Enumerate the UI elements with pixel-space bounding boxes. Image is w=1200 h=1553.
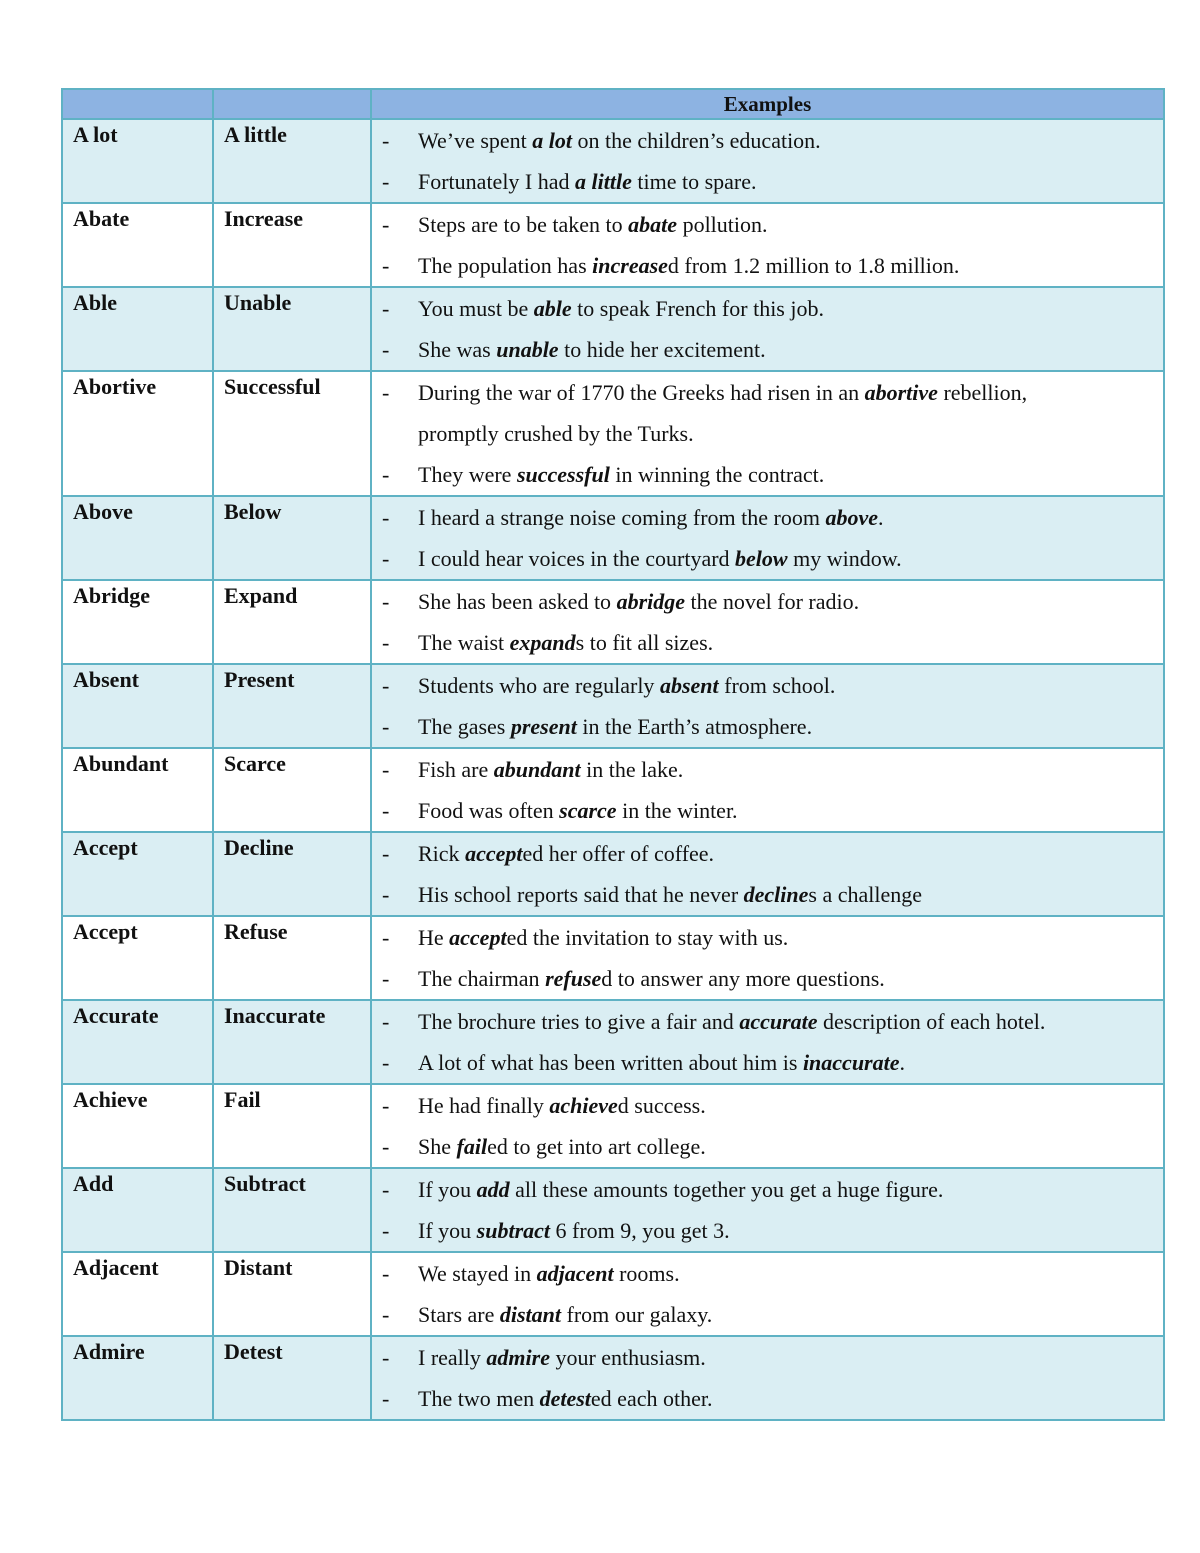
example-sentence (372, 1169, 1163, 1210)
bullet-dash: - (382, 462, 390, 487)
example-sentence (372, 749, 1163, 790)
table-row (62, 748, 1164, 832)
antonym-cell: Scarce (213, 748, 371, 832)
table-row (62, 119, 1164, 203)
bullet-dash: - (382, 212, 390, 237)
highlighted-word: accept (449, 925, 507, 950)
example-sentence (372, 1085, 1163, 1126)
examples-cell (371, 580, 1164, 664)
example-sentence (372, 581, 1163, 622)
examples-cell (371, 119, 1164, 203)
highlighted-word: detest (539, 1386, 591, 1411)
table-row (62, 580, 1164, 664)
highlighted-word: accept (465, 841, 523, 866)
sentence-text (418, 958, 1163, 999)
bullet-dash: - (382, 966, 390, 991)
table-row (62, 371, 1164, 496)
header-row (62, 89, 1164, 119)
example-text: ed her offer of coffee. (522, 841, 715, 866)
sentence-text (418, 329, 1163, 370)
example-text: ed the invitation to stay with us. (506, 925, 789, 950)
sentence-text (418, 120, 1163, 161)
example-text: The gases (418, 714, 511, 739)
example-text: I could hear voices in the courtyard (418, 546, 736, 571)
highlighted-word: able (533, 296, 572, 321)
sentence-text (418, 454, 1163, 495)
sentence-text (418, 1126, 1163, 1167)
example-text: s a challenge (808, 882, 923, 907)
example-text: promptly crushed by the Turks. (418, 421, 694, 446)
example-text: on the children’s education. (572, 128, 821, 153)
example-text: Fish are (418, 757, 494, 782)
example-sentence (372, 204, 1163, 245)
example-sentence (372, 1294, 1163, 1335)
example-sentence (372, 288, 1163, 329)
bullet-dash: - (382, 1177, 390, 1202)
antonym-cell: Inaccurate (213, 1000, 371, 1084)
example-text: She (418, 1134, 457, 1159)
table-body (62, 119, 1164, 1420)
bullet-dash: - (382, 798, 390, 823)
table-row (62, 832, 1164, 916)
word-cell: Accept (62, 832, 213, 916)
sentence-text (418, 1253, 1163, 1294)
highlighted-word: scarce (559, 798, 617, 823)
sentence-text (418, 538, 1163, 579)
bullet-dash: - (382, 673, 390, 698)
word-cell: Accurate (62, 1000, 213, 1084)
word-cell: Adjacent (62, 1252, 213, 1336)
example-text: Food was often (418, 798, 560, 823)
sentence-text (418, 204, 1163, 245)
example-sentence (372, 706, 1163, 747)
example-text: I heard a strange noise coming from the room (418, 505, 826, 530)
antonyms-table (61, 88, 1165, 1421)
example-text: from school. (718, 673, 836, 698)
example-sentence (372, 1001, 1163, 1042)
example-text: Rick (418, 841, 466, 866)
highlighted-word: decline (743, 882, 809, 907)
example-sentence (372, 497, 1163, 538)
sentence-text (418, 1294, 1163, 1335)
highlighted-word: distant (499, 1302, 561, 1327)
antonym-cell: Fail (213, 1084, 371, 1168)
sentence-text (418, 665, 1163, 706)
word-cell: Abate (62, 203, 213, 287)
example-sentence (372, 958, 1163, 999)
example-text: my window. (787, 546, 902, 571)
antonym-cell: Subtract (213, 1168, 371, 1252)
antonym-cell: Distant (213, 1252, 371, 1336)
antonym-cell: Unable (213, 287, 371, 371)
word-cell: Accept (62, 916, 213, 1000)
bullet-dash: - (382, 1218, 390, 1243)
bullet-dash: - (382, 630, 390, 655)
example-text: The brochure tries to give a fair and (418, 1009, 740, 1034)
word-cell: Above (62, 496, 213, 580)
highlighted-word: a lot (532, 128, 573, 153)
example-text: d success. (617, 1093, 706, 1118)
example-sentence (372, 790, 1163, 831)
examples-cell (371, 287, 1164, 371)
highlighted-word: adjacent (536, 1261, 614, 1286)
sentence-text (418, 1042, 1163, 1083)
highlighted-word: absent (659, 673, 719, 698)
sentence-text (418, 161, 1163, 202)
example-text: Students who are regularly (418, 673, 660, 698)
bullet-dash: - (382, 1261, 390, 1286)
bullet-dash: - (382, 589, 390, 614)
bullet-dash: - (382, 296, 390, 321)
example-text: in the Earth’s atmosphere. (576, 714, 813, 739)
bullet-dash: - (382, 169, 390, 194)
example-sentence (372, 665, 1163, 706)
examples-cell (371, 1252, 1164, 1336)
bullet-dash: - (382, 757, 390, 782)
highlighted-word: fail (456, 1134, 488, 1159)
examples-cell (371, 371, 1164, 496)
word-cell: Achieve (62, 1084, 213, 1168)
sentence-text (418, 706, 1163, 747)
bullet-dash: - (382, 505, 390, 530)
highlighted-word: below (735, 546, 788, 571)
example-sentence (372, 329, 1163, 370)
sentence-text (418, 622, 1163, 663)
bullet-dash: - (382, 546, 390, 571)
example-sentence (372, 917, 1163, 958)
table-row (62, 1168, 1164, 1252)
table-row (62, 496, 1164, 580)
example-text: You must be (418, 296, 534, 321)
bullet-dash: - (382, 841, 390, 866)
example-text: in the winter. (616, 798, 738, 823)
antonym-cell: Decline (213, 832, 371, 916)
bullet-dash: - (382, 253, 390, 278)
table-row (62, 287, 1164, 371)
word-cell: Add (62, 1168, 213, 1252)
highlighted-word: above (825, 505, 879, 530)
highlighted-word: refuse (545, 966, 602, 991)
example-sentence (372, 1253, 1163, 1294)
example-sentence (372, 120, 1163, 161)
example-sentence (372, 833, 1163, 874)
highlighted-word: successful (516, 462, 610, 487)
example-text: 6 from 9, you get 3. (550, 1218, 730, 1243)
example-sentence (372, 874, 1163, 915)
highlighted-word: expand (509, 630, 576, 655)
highlighted-word: abortive (864, 380, 938, 405)
word-cell: Able (62, 287, 213, 371)
example-text: We’ve spent (418, 128, 533, 153)
sentence-text (418, 245, 1163, 286)
antonym-cell: Below (213, 496, 371, 580)
example-sentence (372, 1210, 1163, 1251)
example-text: A lot of what has been written about him is (418, 1050, 803, 1075)
sentence-text (418, 1085, 1163, 1126)
example-text: d to answer any more questions. (601, 966, 885, 991)
word-cell: Admire (62, 1336, 213, 1420)
bullet-dash: - (382, 1345, 390, 1370)
antonym-cell: Present (213, 664, 371, 748)
example-text: description of each hotel. (817, 1009, 1046, 1034)
sentence-text (418, 749, 1163, 790)
example-sentence (372, 245, 1163, 286)
sentence-text (418, 917, 1163, 958)
example-text: They were (418, 462, 517, 487)
example-sentence (372, 454, 1163, 495)
example-text: She was (418, 337, 497, 362)
example-text: your enthusiasm. (549, 1345, 706, 1370)
bullet-dash: - (382, 1134, 390, 1159)
highlighted-word: a little (575, 169, 632, 194)
word-cell: Absent (62, 664, 213, 748)
example-text: Fortunately I had (418, 169, 576, 194)
examples-cell (371, 916, 1164, 1000)
example-text: all these amounts together you get a huge figure. (509, 1177, 944, 1202)
example-text: from our galaxy. (561, 1302, 713, 1327)
examples-cell (371, 1168, 1164, 1252)
example-text: His school reports said that he never (418, 882, 744, 907)
sentence-text (418, 790, 1163, 831)
word-cell: Abortive (62, 371, 213, 496)
sentence-text (418, 1210, 1163, 1251)
sentence-text (418, 372, 1163, 413)
bullet-dash: - (382, 1093, 390, 1118)
sentence-text (418, 1001, 1163, 1042)
example-text: s to fit all sizes. (575, 630, 714, 655)
example-text: If you (418, 1177, 477, 1202)
bullet-dash: - (382, 1386, 390, 1411)
bullet-dash: - (382, 337, 390, 362)
antonym-cell: Increase (213, 203, 371, 287)
example-sentence-continuation (372, 413, 1163, 454)
table-row (62, 916, 1164, 1000)
examples-cell (371, 1084, 1164, 1168)
example-text: in winning the contract. (609, 462, 825, 487)
example-sentence (372, 1126, 1163, 1167)
sentence-text (418, 288, 1163, 329)
highlighted-word: unable (496, 337, 559, 362)
antonym-cell: Refuse (213, 916, 371, 1000)
bullet-dash: - (382, 128, 390, 153)
example-text: During the war of 1770 the Greeks had risen in an (418, 380, 865, 405)
example-text: in the lake. (580, 757, 684, 782)
header-word (62, 89, 213, 119)
highlighted-word: accurate (739, 1009, 818, 1034)
example-text: We stayed in (418, 1261, 537, 1286)
example-text: The waist (418, 630, 510, 655)
examples-cell (371, 1336, 1164, 1420)
example-text: to hide her excitement. (558, 337, 766, 362)
bullet-dash: - (382, 1302, 390, 1327)
example-sentence (372, 622, 1163, 663)
example-sentence (372, 372, 1163, 413)
highlighted-word: abridge (616, 589, 686, 614)
table-row (62, 664, 1164, 748)
header-antonym (213, 89, 371, 119)
word-cell: Abundant (62, 748, 213, 832)
antonym-cell: Detest (213, 1336, 371, 1420)
highlighted-word: achieve (549, 1093, 618, 1118)
antonym-cell: Successful (213, 371, 371, 496)
example-text: time to spare. (631, 169, 757, 194)
sentence-text (418, 1169, 1163, 1210)
highlighted-word: subtract (476, 1218, 551, 1243)
sentence-text (418, 497, 1163, 538)
example-text: Stars are (418, 1302, 500, 1327)
examples-cell (371, 664, 1164, 748)
example-text: The chairman (418, 966, 546, 991)
bullet-dash: - (382, 882, 390, 907)
example-sentence (372, 161, 1163, 202)
sentence-text (418, 874, 1163, 915)
example-sentence (372, 538, 1163, 579)
example-text: ed each other. (590, 1386, 713, 1411)
example-text: The two men (418, 1386, 540, 1411)
example-text: pollution. (677, 212, 768, 237)
sentence-text (418, 1337, 1163, 1378)
table-row (62, 1084, 1164, 1168)
example-sentence (372, 1042, 1163, 1083)
example-text: I really (418, 1345, 487, 1370)
examples-cell (371, 832, 1164, 916)
example-text: Steps are to be taken to (418, 212, 629, 237)
examples-cell (371, 496, 1164, 580)
examples-cell (371, 748, 1164, 832)
word-cell: Abridge (62, 580, 213, 664)
antonym-cell: Expand (213, 580, 371, 664)
highlighted-word: admire (486, 1345, 550, 1370)
example-text: ed to get into art college. (487, 1134, 706, 1159)
bullet-dash: - (382, 380, 390, 405)
example-text: rebellion, (937, 380, 1028, 405)
bullet-dash: - (382, 1009, 390, 1034)
example-sentence (372, 1337, 1163, 1378)
example-sentence (372, 1378, 1163, 1419)
sentence-text (418, 833, 1163, 874)
example-text: . (899, 1050, 905, 1075)
bullet-dash: - (382, 925, 390, 950)
table-row (62, 1252, 1164, 1336)
highlighted-word: abundant (493, 757, 581, 782)
examples-cell (371, 203, 1164, 287)
example-text: She has been asked to (418, 589, 617, 614)
highlighted-word: add (476, 1177, 510, 1202)
example-text: d from 1.2 million to 1.8 million. (667, 253, 960, 278)
example-text: the novel for radio. (685, 589, 860, 614)
table-row (62, 1000, 1164, 1084)
example-text: The population has (418, 253, 593, 278)
highlighted-word: abate (628, 212, 678, 237)
antonym-cell: A little (213, 119, 371, 203)
header-examples: Examples (371, 89, 1164, 119)
table-row (62, 203, 1164, 287)
word-cell: A lot (62, 119, 213, 203)
example-text: rooms. (613, 1261, 680, 1286)
example-text: He (418, 925, 450, 950)
examples-cell (371, 1000, 1164, 1084)
highlighted-word: present (510, 714, 577, 739)
table-row (62, 1336, 1164, 1420)
bullet-dash: - (382, 1050, 390, 1075)
example-text: He had finally (418, 1093, 550, 1118)
sentence-text (418, 1378, 1163, 1419)
example-text: If you (418, 1218, 477, 1243)
sentence-text (418, 581, 1163, 622)
example-text: . (878, 505, 884, 530)
highlighted-word: inaccurate (802, 1050, 900, 1075)
highlighted-word: increase (592, 253, 668, 278)
bullet-dash: - (382, 714, 390, 739)
example-text: to speak French for this job. (571, 296, 824, 321)
